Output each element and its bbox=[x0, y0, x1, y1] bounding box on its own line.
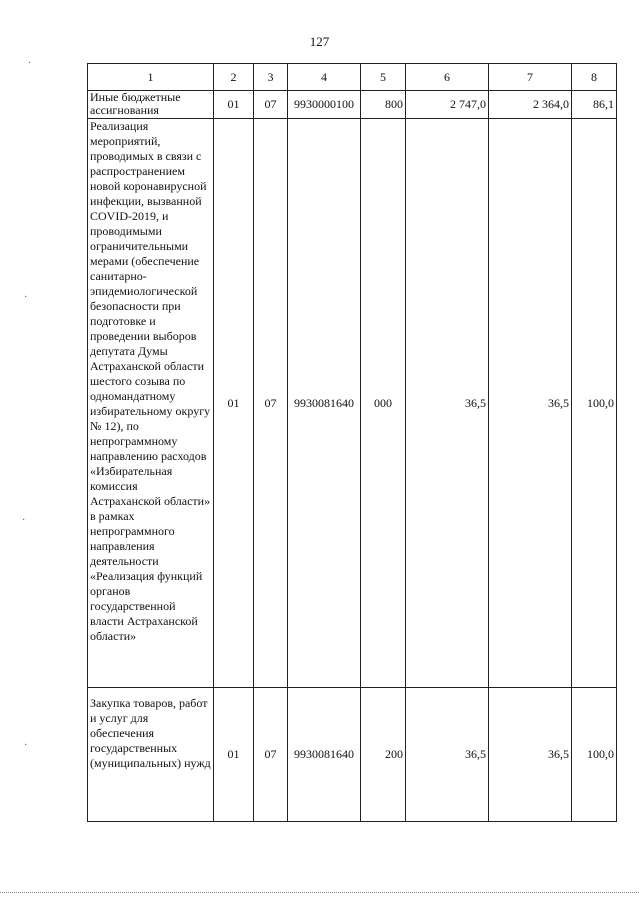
percent-col8: 100,0 bbox=[572, 119, 617, 688]
table-header-row bbox=[88, 64, 617, 91]
table-row bbox=[88, 119, 617, 688]
amount-col6: 36,5 bbox=[406, 688, 489, 822]
page-number: 127 bbox=[309, 34, 330, 49]
target-article-code: 9930081640 bbox=[288, 119, 361, 688]
target-article-code: 9930081640 bbox=[288, 688, 361, 822]
subsection-code: 07 bbox=[254, 119, 288, 688]
section-code: 01 bbox=[214, 119, 254, 688]
row-name: Иные бюджетные ассигнования bbox=[88, 91, 214, 119]
table-row bbox=[88, 688, 617, 822]
expense-type-code: 000 bbox=[361, 119, 406, 688]
expense-type-code: 800 bbox=[361, 91, 406, 119]
target-article-code: 9930000100 bbox=[288, 91, 361, 119]
section-code: 01 bbox=[214, 91, 254, 119]
row-name: Реализация мероприятий, проводимых в связи с распространением новой коронавирусной инфекции, вызванной COVID-2019, и проводимыми ограничительными мерами (обеспечение санитарно-эпидемиологической безопасности при подготовке и проведении выборов депутата Думы Астраханской области шестого созыва по одномандатному избирательному округу № 12), по непрограммному направлению расходов «Избирательная комиссия Астраханской области» в рамках непрограммного направления деятельности «Реализация функций органов государственной власти Астраханской области» bbox=[88, 119, 214, 688]
section-code: 01 bbox=[214, 688, 254, 822]
amount-col7: 2 364,0 bbox=[489, 91, 572, 119]
table-row bbox=[88, 91, 617, 119]
scan-speck: · bbox=[22, 515, 26, 526]
percent-col8: 86,1 bbox=[572, 91, 617, 119]
budget-table bbox=[87, 63, 617, 822]
amount-col6: 2 747,0 bbox=[406, 91, 489, 119]
scan-speck: · bbox=[24, 740, 28, 751]
column-header: 5 bbox=[361, 64, 406, 91]
column-header: 3 bbox=[254, 64, 288, 91]
column-header: 4 bbox=[288, 64, 361, 91]
column-header: 8 bbox=[572, 64, 617, 91]
scan-bottom-edge bbox=[0, 892, 639, 893]
amount-col6: 36,5 bbox=[406, 119, 489, 688]
percent-col8: 100,0 bbox=[572, 688, 617, 822]
expense-type-code: 200 bbox=[361, 688, 406, 822]
subsection-code: 07 bbox=[254, 91, 288, 119]
column-header: 1 bbox=[88, 64, 214, 91]
amount-col7: 36,5 bbox=[489, 688, 572, 822]
column-header: 2 bbox=[214, 64, 254, 91]
column-header: 6 bbox=[406, 64, 489, 91]
scan-speck: · bbox=[28, 58, 32, 69]
amount-col7: 36,5 bbox=[489, 119, 572, 688]
subsection-code: 07 bbox=[254, 688, 288, 822]
column-header: 7 bbox=[489, 64, 572, 91]
scan-speck: · bbox=[24, 292, 28, 303]
row-name: Закупка товаров, работ и услуг для обеспечения государственных (муниципальных) нужд bbox=[88, 688, 214, 822]
